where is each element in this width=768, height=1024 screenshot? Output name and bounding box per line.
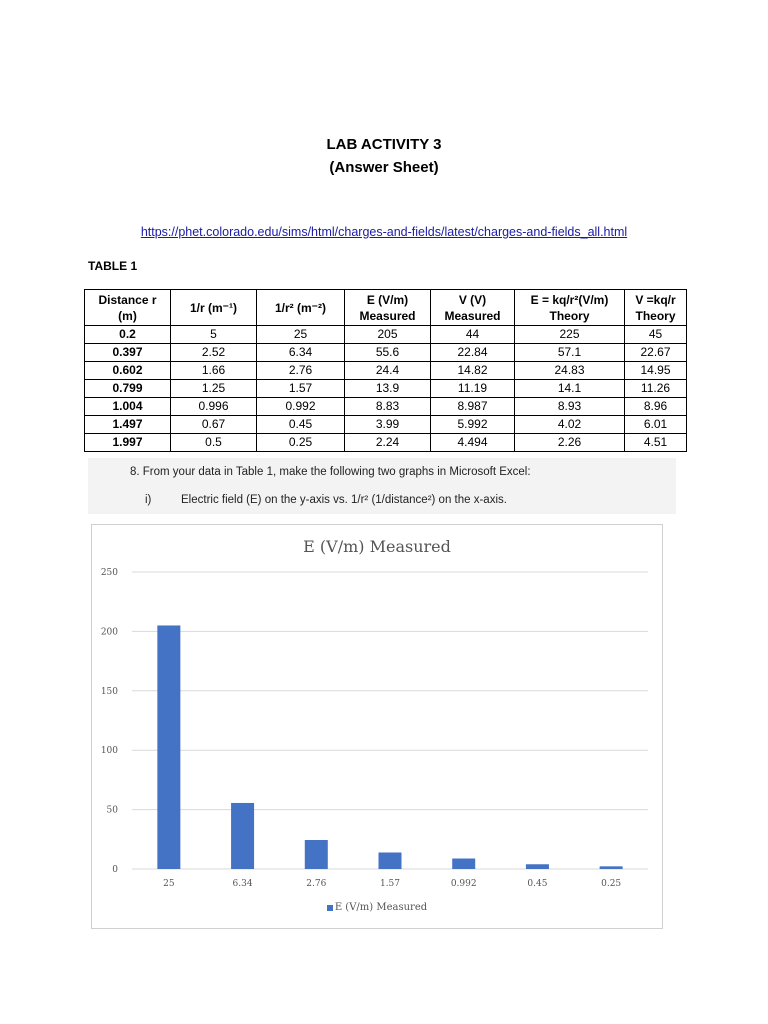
table-cell: 6.34	[257, 344, 345, 362]
table-cell: 0.5	[171, 434, 257, 452]
x-tick-label: 0.25	[601, 879, 622, 889]
header-v-theory	[625, 290, 687, 326]
table-cell: 3.99	[345, 416, 431, 434]
header-v-theory-line1: V =kq/r	[635, 292, 676, 307]
table-cell: 0.602	[85, 362, 171, 380]
y-tick-label: 100	[100, 746, 118, 757]
table-header-row	[85, 290, 687, 326]
header-e-measured-line1: E (V/m)	[366, 292, 409, 307]
table-cell: 2.52	[171, 344, 257, 362]
bar	[379, 852, 402, 869]
table-cell: 0.397	[85, 344, 171, 362]
table-cell: 4.51	[625, 434, 687, 452]
table-cell: 8.987	[431, 398, 515, 416]
table-cell: 11.26	[625, 380, 687, 398]
chart-legend	[92, 902, 662, 913]
x-tick-label: 6.34	[232, 879, 253, 889]
x-tick-label: 1.57	[379, 879, 401, 889]
table-cell: 2.24	[345, 434, 431, 452]
table-cell: 225	[515, 326, 625, 344]
table-cell: 14.1	[515, 380, 625, 398]
chart-title: E (V/m) Measured	[303, 537, 451, 556]
header-e-theory-line2: Theory	[549, 308, 590, 323]
bar	[526, 864, 549, 869]
table-cell: 4.494	[431, 434, 515, 452]
header-e-theory-line1: E = kq/r²(V/m)	[530, 292, 609, 307]
y-tick-label: 200	[100, 627, 118, 638]
bar	[305, 840, 328, 869]
header-e-measured-line2: Measured	[359, 308, 416, 323]
table-cell: 1.25	[171, 380, 257, 398]
phet-link[interactable]: https://phet.colorado.edu/sims/html/charges-and-fields/latest/charges-and-fields_all.html	[140, 225, 628, 239]
table-row	[85, 326, 687, 344]
table-cell: 0.45	[257, 416, 345, 434]
table-cell: 44	[431, 326, 515, 344]
table-row	[85, 434, 687, 452]
header-distance	[85, 290, 171, 326]
table-cell: 57.1	[515, 344, 625, 362]
legend-label: E (V/m) Measured	[334, 902, 428, 913]
table-cell: 0.996	[171, 398, 257, 416]
bar	[157, 625, 180, 869]
table-row	[85, 398, 687, 416]
y-tick-label: 250	[100, 568, 118, 578]
x-tick-label: 0.45	[527, 879, 548, 889]
bar-chart	[92, 525, 662, 928]
instructions-screenshot	[88, 458, 676, 514]
header-inv-r2	[257, 290, 345, 326]
table-row	[85, 380, 687, 398]
y-tick-label: 50	[106, 805, 118, 816]
table-cell: 22.67	[625, 344, 687, 362]
table-cell: 24.4	[345, 362, 431, 380]
table-cell: 1.497	[85, 416, 171, 434]
table-cell: 2.26	[515, 434, 625, 452]
header-distance-line2: (m)	[118, 308, 137, 323]
table-cell: 1.004	[85, 398, 171, 416]
x-tick-label: 2.76	[306, 879, 327, 889]
legend-swatch	[327, 905, 333, 911]
header-e-measured	[345, 290, 431, 326]
table-cell: 24.83	[515, 362, 625, 380]
table-cell: 55.6	[345, 344, 431, 362]
table-row	[85, 362, 687, 380]
table-cell: 45	[625, 326, 687, 344]
table-cell: 14.82	[431, 362, 515, 380]
document-subtitle: (Answer Sheet)	[329, 159, 439, 176]
table-cell: 5.992	[431, 416, 515, 434]
table-cell: 0.67	[171, 416, 257, 434]
table-cell: 8.83	[345, 398, 431, 416]
x-tick-label: 25	[163, 879, 175, 889]
table-cell: 13.9	[345, 380, 431, 398]
table-cell: 25	[257, 326, 345, 344]
table-cell: 1.66	[171, 362, 257, 380]
table-cell: 6.01	[625, 416, 687, 434]
header-v-measured-line1: V (V)	[458, 292, 487, 307]
table-cell: 8.96	[625, 398, 687, 416]
table-row	[85, 416, 687, 434]
table-cell: 0.2	[85, 326, 171, 344]
table-cell: 1.57	[257, 380, 345, 398]
header-v-measured	[431, 290, 515, 326]
header-inv-r	[171, 290, 257, 326]
bar	[452, 859, 475, 869]
header-distance-line1: Distance r	[98, 292, 157, 307]
table-body	[85, 326, 687, 452]
table-label: TABLE 1	[88, 259, 138, 273]
table-cell: 4.02	[515, 416, 625, 434]
question-8: 8. From your data in Table 1, make the following two graphs in Microsoft Excel:	[130, 466, 531, 478]
header-v-measured-line2: Measured	[444, 308, 501, 323]
bar	[600, 866, 623, 869]
table-cell: 5	[171, 326, 257, 344]
table-cell: 11.19	[431, 380, 515, 398]
table-cell: 22.84	[431, 344, 515, 362]
x-tick-label: 0.992	[450, 879, 477, 889]
y-tick-label: 0	[112, 865, 118, 875]
table-cell: 2.76	[257, 362, 345, 380]
question-i-label: i)	[145, 494, 152, 506]
y-tick-label: 150	[100, 686, 118, 697]
document-title: LAB ACTIVITY 3	[326, 136, 442, 153]
table-cell: 0.992	[257, 398, 345, 416]
table-row	[85, 344, 687, 362]
table-cell: 14.95	[625, 362, 687, 380]
question-i-text: Electric field (E) on the y-axis vs. 1/r² (1/distance²) on the x-axis.	[181, 494, 507, 506]
table-cell: 0.799	[85, 380, 171, 398]
chart-container	[91, 524, 663, 929]
bar	[231, 803, 254, 869]
table-cell: 205	[345, 326, 431, 344]
table-cell: 0.25	[257, 434, 345, 452]
table-cell: 8.93	[515, 398, 625, 416]
header-e-theory	[515, 290, 625, 326]
table-cell: 1.997	[85, 434, 171, 452]
header-inv-r2-text: 1/r² (m⁻²)	[275, 300, 326, 315]
header-inv-r-text: 1/r (m⁻¹)	[189, 300, 237, 315]
header-v-theory-line2: Theory	[635, 308, 676, 323]
data-table	[84, 289, 687, 452]
